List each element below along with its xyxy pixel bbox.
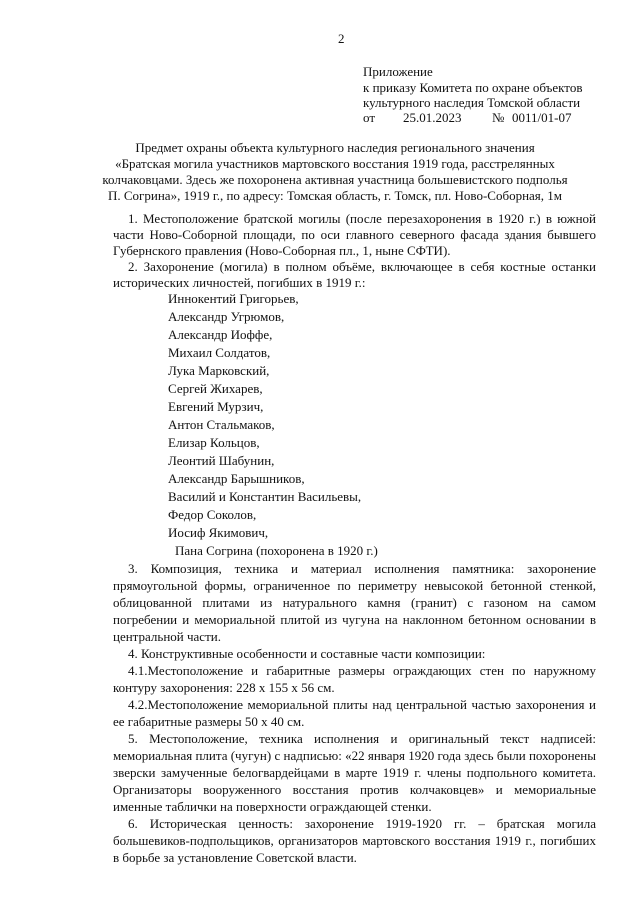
- item-3-line: 3. Композиция, техника и материал исполнения памятника: захоронение: [128, 561, 596, 576]
- item-1-line: Губернского правления (Ново-Соборная пл., 1, ныне СФТИ).: [113, 243, 451, 258]
- item-1-line: 1. Местоположение братской могилы (после перезахоронения в 1920 г.) в южной: [128, 211, 596, 226]
- list-item: Иосиф Якимович,: [168, 525, 269, 540]
- item-2-line: 2. Захоронение (могила) в полном объёме, включающее в себя костные останки: [128, 259, 596, 274]
- appendix-date: 25.01.2023: [403, 110, 462, 125]
- page-number: 2: [338, 31, 345, 46]
- item-3-line: облицованной плитами из натурального камня (гранит) с газоном на самом: [113, 595, 596, 610]
- item-6-line: большевиков-подпольщиков, организаторов мартовского восстания 1919 г., погибших: [113, 833, 596, 848]
- item-4-1-line: контуру захоронения: 228 х 155 х 56 см.: [113, 680, 335, 695]
- item-3-line: центральной части.: [113, 629, 221, 644]
- heading-line: колчаковцами. Здесь же похоронена активная участница большевистского подполья: [102, 172, 568, 187]
- item-4: 4. Конструктивные особенности и составные части композиции:: [128, 646, 486, 661]
- heading-line: «Братская могила участников мартовского восстания 1919 года, расстрелянных: [115, 156, 555, 171]
- appendix-from-label: от: [363, 110, 376, 125]
- heading-line: П. Согрина», 1919 г., по адресу: Томская область, г. Томск, пл. Ново-Соборная, 1м: [108, 188, 562, 203]
- item-4-1-line: 4.1.Местоположение и габаритные размеры ограждающих стен по наружному: [128, 663, 596, 678]
- appendix-order-line: к приказу Комитета по охране объектов: [363, 80, 583, 95]
- item-6-line: в борьбе за установление Советской власти.: [113, 850, 357, 865]
- item-3-line: прямоугольной формы, ограниченное по периметру невысокой бетонной стенкой,: [113, 578, 596, 593]
- list-item: Пана Согрина (похоронена в 1920 г.): [175, 543, 378, 558]
- list-item: Федор Соколов,: [168, 507, 257, 522]
- list-item: Александр Иоффе,: [168, 327, 273, 342]
- item-3-line: погребении и мемориальной плитой из чугуна на наклонном бетонном основании в: [113, 612, 596, 627]
- list-item: Иннокентий Григорьев,: [168, 291, 299, 306]
- item-1-line: части Ново-Соборной площади, по оси главного северного фасада здания бывшего: [113, 227, 596, 242]
- appendix-committee-line: культурного наследия Томской области: [363, 95, 581, 110]
- item-5-line: зверски замученные белогвардейцами в марте 1919 г. члены подпольного комитета.: [113, 765, 596, 780]
- item-6-line: 6. Историческая ценность: захоронение 1919-1920 гг. – братская могила: [128, 816, 596, 831]
- list-item: Евгений Мурзич,: [168, 399, 264, 414]
- appendix-number: 0011/01-07: [512, 110, 572, 125]
- item-4-2-line: ее габаритные размеры 50 х 40 см.: [113, 714, 305, 729]
- appendix-number-label: №: [492, 110, 505, 125]
- list-item: Александр Барышников,: [168, 471, 305, 486]
- item-5-line: именные таблички на поверхности ограждающей стенки.: [113, 799, 432, 814]
- heading-line: Предмет охраны объекта культурного наследия регионального значения: [135, 140, 535, 155]
- list-item: Елизар Кольцов,: [168, 435, 260, 450]
- list-item: Антон Стальмаков,: [168, 417, 275, 432]
- item-5-line: 5. Местоположение, техника исполнения и оригинальный текст надписей:: [128, 731, 596, 746]
- item-2-line: исторических личностей, погибших в 1919 г.:: [113, 275, 366, 290]
- item-5-line: Организаторы вооруженного восстания против колчаковцев» и мемориальные: [113, 782, 596, 797]
- item-5-line: мемориальная плита (чугун) с надписью: «22 января 1920 года здесь были похоронены: [113, 748, 596, 763]
- list-item: Сергей Жихарев,: [168, 381, 263, 396]
- list-item: Михаил Солдатов,: [168, 345, 271, 360]
- list-item: Василий и Константин Васильевы,: [168, 489, 362, 504]
- list-item: Александр Угрюмов,: [168, 309, 285, 324]
- list-item: Лука Марковский,: [168, 363, 270, 378]
- item-4-2-line: 4.2.Местоположение мемориальной плиты над центральной частью захоронения и: [128, 697, 596, 712]
- appendix-title: Приложение: [363, 64, 433, 79]
- list-item: Леонтий Шабунин,: [168, 453, 275, 468]
